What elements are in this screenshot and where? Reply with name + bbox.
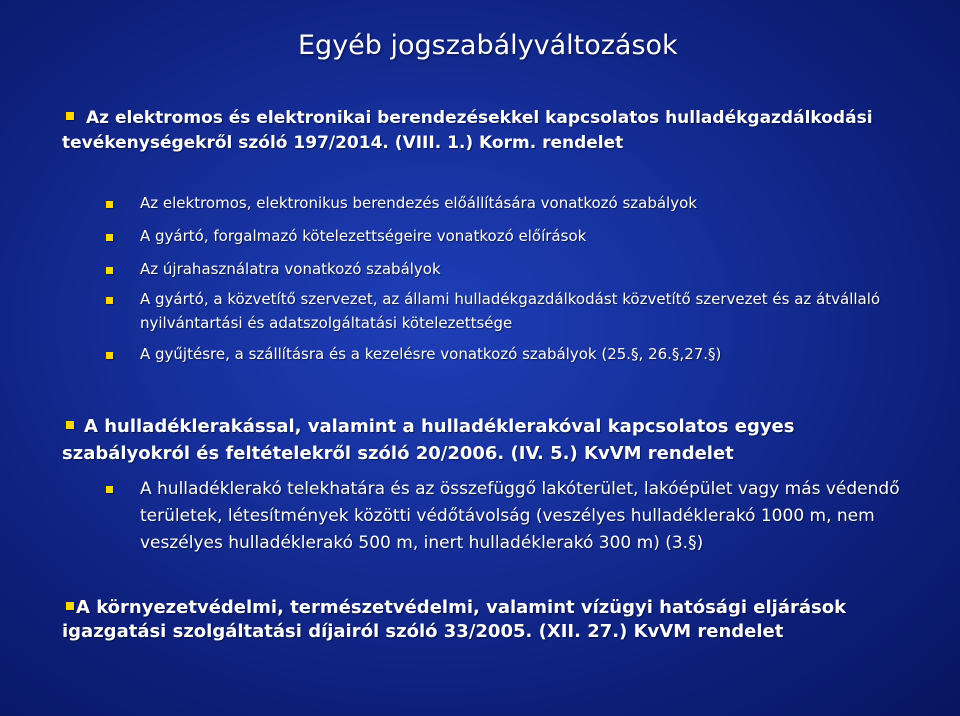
square-bullet-icon (106, 486, 113, 493)
square-bullet-icon (106, 201, 113, 208)
section-1-heading: Az elektromos és elektronikai berendezésekkel kapcsolatos hulladékgazdálkodási tevékenységekről szóló 197/2014. (VIII. 1.) Korm. rendelet (62, 108, 873, 153)
section-1-item (102, 287, 892, 335)
square-bullet-icon (106, 267, 113, 274)
section-2-heading: A hulladéklerakással, valamint a hulladéklerakóval kapcsolatos egyes szabályokról és feltételekről szóló 20/2006. (IV. 5.) KvVM rendelet (62, 416, 795, 464)
square-bullet-icon (106, 297, 113, 304)
slide-title: Egyéb jogszabályváltozások (298, 30, 678, 61)
section-3-heading: A környezetvédelmi, természetvédelmi, valamint vízügyi hatósági eljárások igazgatási szolgáltatási díjairól szóló 33/2005. (XII. 27.) KvVM rendelet (62, 597, 847, 642)
square-bullet-icon (106, 234, 113, 241)
section-2-item (102, 476, 922, 557)
section-1-item-text: Az újrahasználatra vonatkozó szabályok (140, 260, 441, 278)
section-1-item-text: A gyártó, a közvetítő szervezet, az állami hulladékgazdálkodást közvetítő szervezet és az átvállaló nyilvántartási és adatszolgáltatási kötelezettsége (140, 290, 881, 332)
section-1-item (102, 342, 892, 366)
section-1-item (102, 257, 892, 281)
square-bullet-icon (66, 421, 74, 429)
section-1 (62, 106, 892, 156)
section-1-item-text: A gyűjtésre, a szállításra és a kezelésre vonatkozó szabályok (25.§, 26.§,27.§) (140, 345, 722, 363)
section-1-item (102, 191, 892, 215)
section-1-item (102, 224, 892, 248)
square-bullet-icon (106, 352, 113, 359)
square-bullet-icon (66, 602, 74, 610)
section-3 (62, 596, 922, 644)
square-bullet-icon (66, 112, 74, 120)
section-2 (62, 413, 922, 467)
section-1-item-text: Az elektromos, elektronikus berendezés előállítására vonatkozó szabályok (140, 194, 697, 212)
section-1-item-text: A gyártó, forgalmazó kötelezettségeire vonatkozó előírások (140, 227, 587, 245)
section-2-item-text: A hulladéklerakó telekhatára és az összefüggő lakóterület, lakóépület vagy más védendő területek, létesítmények közötti védőtávolság (veszélyes hulladéklerakó 1000 m, nem veszélyes hulladéklerakó 500 m, inert hulladéklerakó 300 m) (3.§) (140, 479, 900, 553)
